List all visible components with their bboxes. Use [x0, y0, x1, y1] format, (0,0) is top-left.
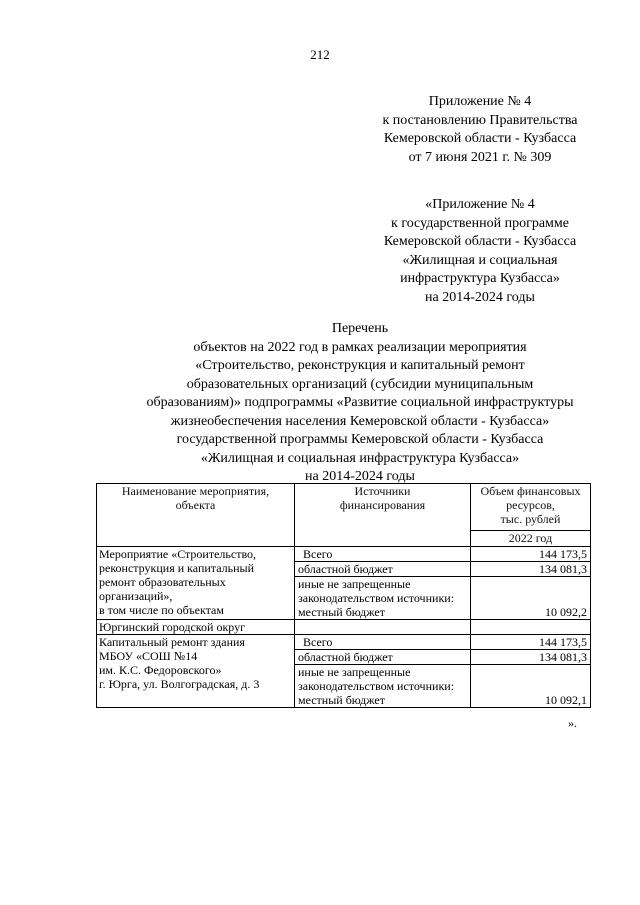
program-header [340, 196, 620, 307]
source-other: иные не запрещенные законодательством источники: местный бюджет [295, 665, 471, 708]
source-regional: областной бюджет [295, 650, 471, 665]
value-other: 10 092,2 [471, 577, 591, 620]
source-total: Всего [295, 635, 471, 650]
source-regional: областной бюджет [295, 562, 471, 577]
title-line: жизнеобеспечения населения Кемеровской области - Кузбасса» [170, 413, 550, 429]
title-line: Перечень [331, 321, 389, 336]
value-regional: 134 081,3 [471, 650, 591, 665]
source-total: Всего [295, 547, 471, 562]
program-line: Кемеровской области - Кузбасса [383, 234, 577, 249]
page-number: 212 [310, 47, 330, 62]
measure-name: Мероприятие «Строительство, реконструкция и капитальный ремонт образовательных организаций», в том числе по объектам [97, 547, 295, 620]
title-line: образовательных организаций (субсидии муниципальным [186, 376, 534, 392]
header-sources: Источники финансирования [295, 484, 471, 547]
district-empty [295, 620, 471, 635]
district-name: Юргинский городской округ [97, 620, 295, 635]
value-regional: 134 081,3 [471, 562, 591, 577]
closing-quote: ». [568, 716, 577, 730]
title-line: на 2014-2024 годы [305, 469, 415, 484]
program-line: инфраструктура Кузбасса» [400, 271, 560, 286]
title-line: государственной программы Кемеровской области - Кузбасса [176, 432, 544, 447]
appendix-line: Приложение № 4 [428, 94, 532, 109]
appendix-line: к постановлению Правительства [382, 112, 578, 128]
document-title [120, 320, 600, 487]
value-total: 144 173,5 [471, 635, 591, 650]
appendix-line: от 7 июня 2021 г. № 309 [408, 149, 552, 165]
program-line: «Жилищная и социальная [402, 252, 558, 268]
title-line: образованиям)» подпрограммы «Развитие социальной инфраструктуры [146, 395, 574, 410]
appendix-header [340, 93, 620, 167]
appendix-line: Кемеровской области - Кузбасса [383, 131, 577, 146]
title-line: «Жилищная и социальная инфраструктура Кузбасса» [200, 450, 520, 466]
objects-table [96, 483, 591, 708]
object-name: Капитальный ремонт здания МБОУ «СОШ №14 им. К.С. Федоровского» г. Юрга, ул. Волгоградская, д. 3 [97, 635, 295, 708]
district-empty [471, 620, 591, 635]
source-other: иные не запрещенные законодательством источники: местный бюджет [295, 577, 471, 620]
value-other: 10 092,1 [471, 665, 591, 708]
program-line: на 2014-2024 годы [425, 289, 535, 305]
program-line: «Приложение № 4 [425, 197, 535, 212]
title-line: объектов на 2022 год в рамках реализации мероприятия [193, 339, 527, 355]
header-year: 2022 год [471, 531, 591, 547]
program-line: к государственной программе [391, 215, 569, 231]
header-name: Наименование мероприятия, объекта [97, 484, 295, 547]
title-line: «Строительство, реконструкция и капитальный ремонт [195, 358, 525, 373]
value-total: 144 173,5 [471, 547, 591, 562]
header-volume: Объем финансовых ресурсов, тыс. рублей [471, 484, 591, 531]
